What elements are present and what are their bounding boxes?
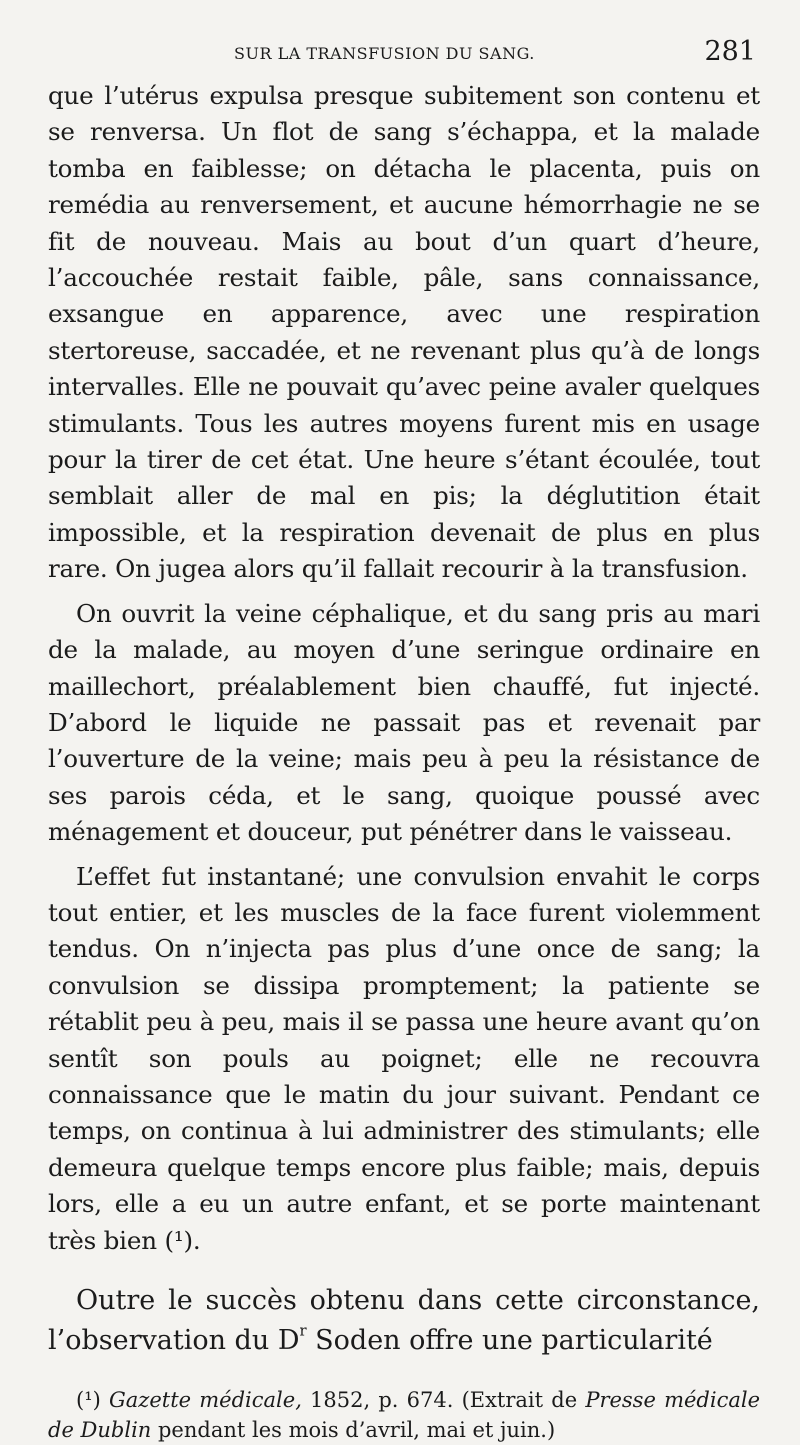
footnote-marker: (¹) (76, 1388, 101, 1412)
paragraph-3 (48, 859, 760, 1259)
footnote-journal: Gazette médicale, (109, 1388, 302, 1412)
running-title: SUR LA TRANSFUSION DU SANG. (234, 44, 535, 63)
footnote (48, 1385, 760, 1445)
footnote-source: Presse médicale de Dublin (48, 1388, 760, 1442)
paragraph-3-text: L’effet fut instantané; une convulsion envahit le corps tout entier, et les muscles de la face furent violemment tendus. On n’injecta pas plus d’une once de sang; la convulsion se dissipa promptement; la patiente se rétablit peu à peu, mais il se passa une heure avant qu’on sentît son pouls au poignet; elle ne recouvra connaissance que le matin du jour suivant. Pendant ce temps, on continua à lui administrer des stimulants; elle demeura quelque temps encore plus faible; mais, depuis lors, elle a eu un autre enfant, et se porte maintenant très bien (48, 861, 760, 1255)
document-page (48, 34, 760, 1445)
page-number: 281 (704, 36, 756, 67)
paragraph-2: On ouvrit la veine céphalique, et du sang pris au mari de la malade, au moyen d’une seringue ordinaire en maillechort, préalablement bien chauffé, fut injecté. D’abord le liquide ne passait pas et revenait par l’ouverture de la veine; mais peu à peu la résistance de ses parois céda, et le sang, quoique poussé avec ménagement et douceur, put pénétrer dans le vaisseau. (48, 598, 760, 847)
footnote-reference: (¹). (164, 1225, 201, 1255)
footnote-end: pendant les mois d’avril, mai et juin.) (151, 1418, 556, 1442)
doctor-abbrev-superscript: r (299, 1321, 307, 1340)
body-text (48, 78, 760, 1361)
paragraph-4 (48, 1281, 760, 1361)
paragraph-4-text-end: Soden offre une particularité (306, 1325, 713, 1356)
page-header (48, 34, 760, 78)
footnote-middle: 1852, p. 674. (Extrait de (301, 1388, 586, 1412)
paragraph-4-text-start: Outre le succès obtenu dans cette circonstance, l’observation du D (48, 1285, 760, 1356)
paragraph-1: que l’utérus expulsa presque subitement son contenu et se renversa. Un flot de sang s’échappa, et la malade tomba en faiblesse; on détacha le placenta, puis on remédia au renversement, et aucune hémorrhagie ne se fit de nouveau. Mais au bout d’un quart d’heure, l’accouchée restait faible, pâle, sans connaissance, exsangue en apparence, avec une respiration stertoreuse, saccadée, et ne revenant plus qu’à de longs intervalles. Elle ne pouvait qu’avec peine avaler quelques stimulants. Tous les autres moyens furent mis en usage pour la tirer de cet état. Une heure s’étant écoulée, tout semblait aller de mal en pis; la déglutition était impossible, et la respiration devenait de plus en plus rare. On jugea alors qu’il fallait recourir à la transfusion. (48, 81, 760, 584)
